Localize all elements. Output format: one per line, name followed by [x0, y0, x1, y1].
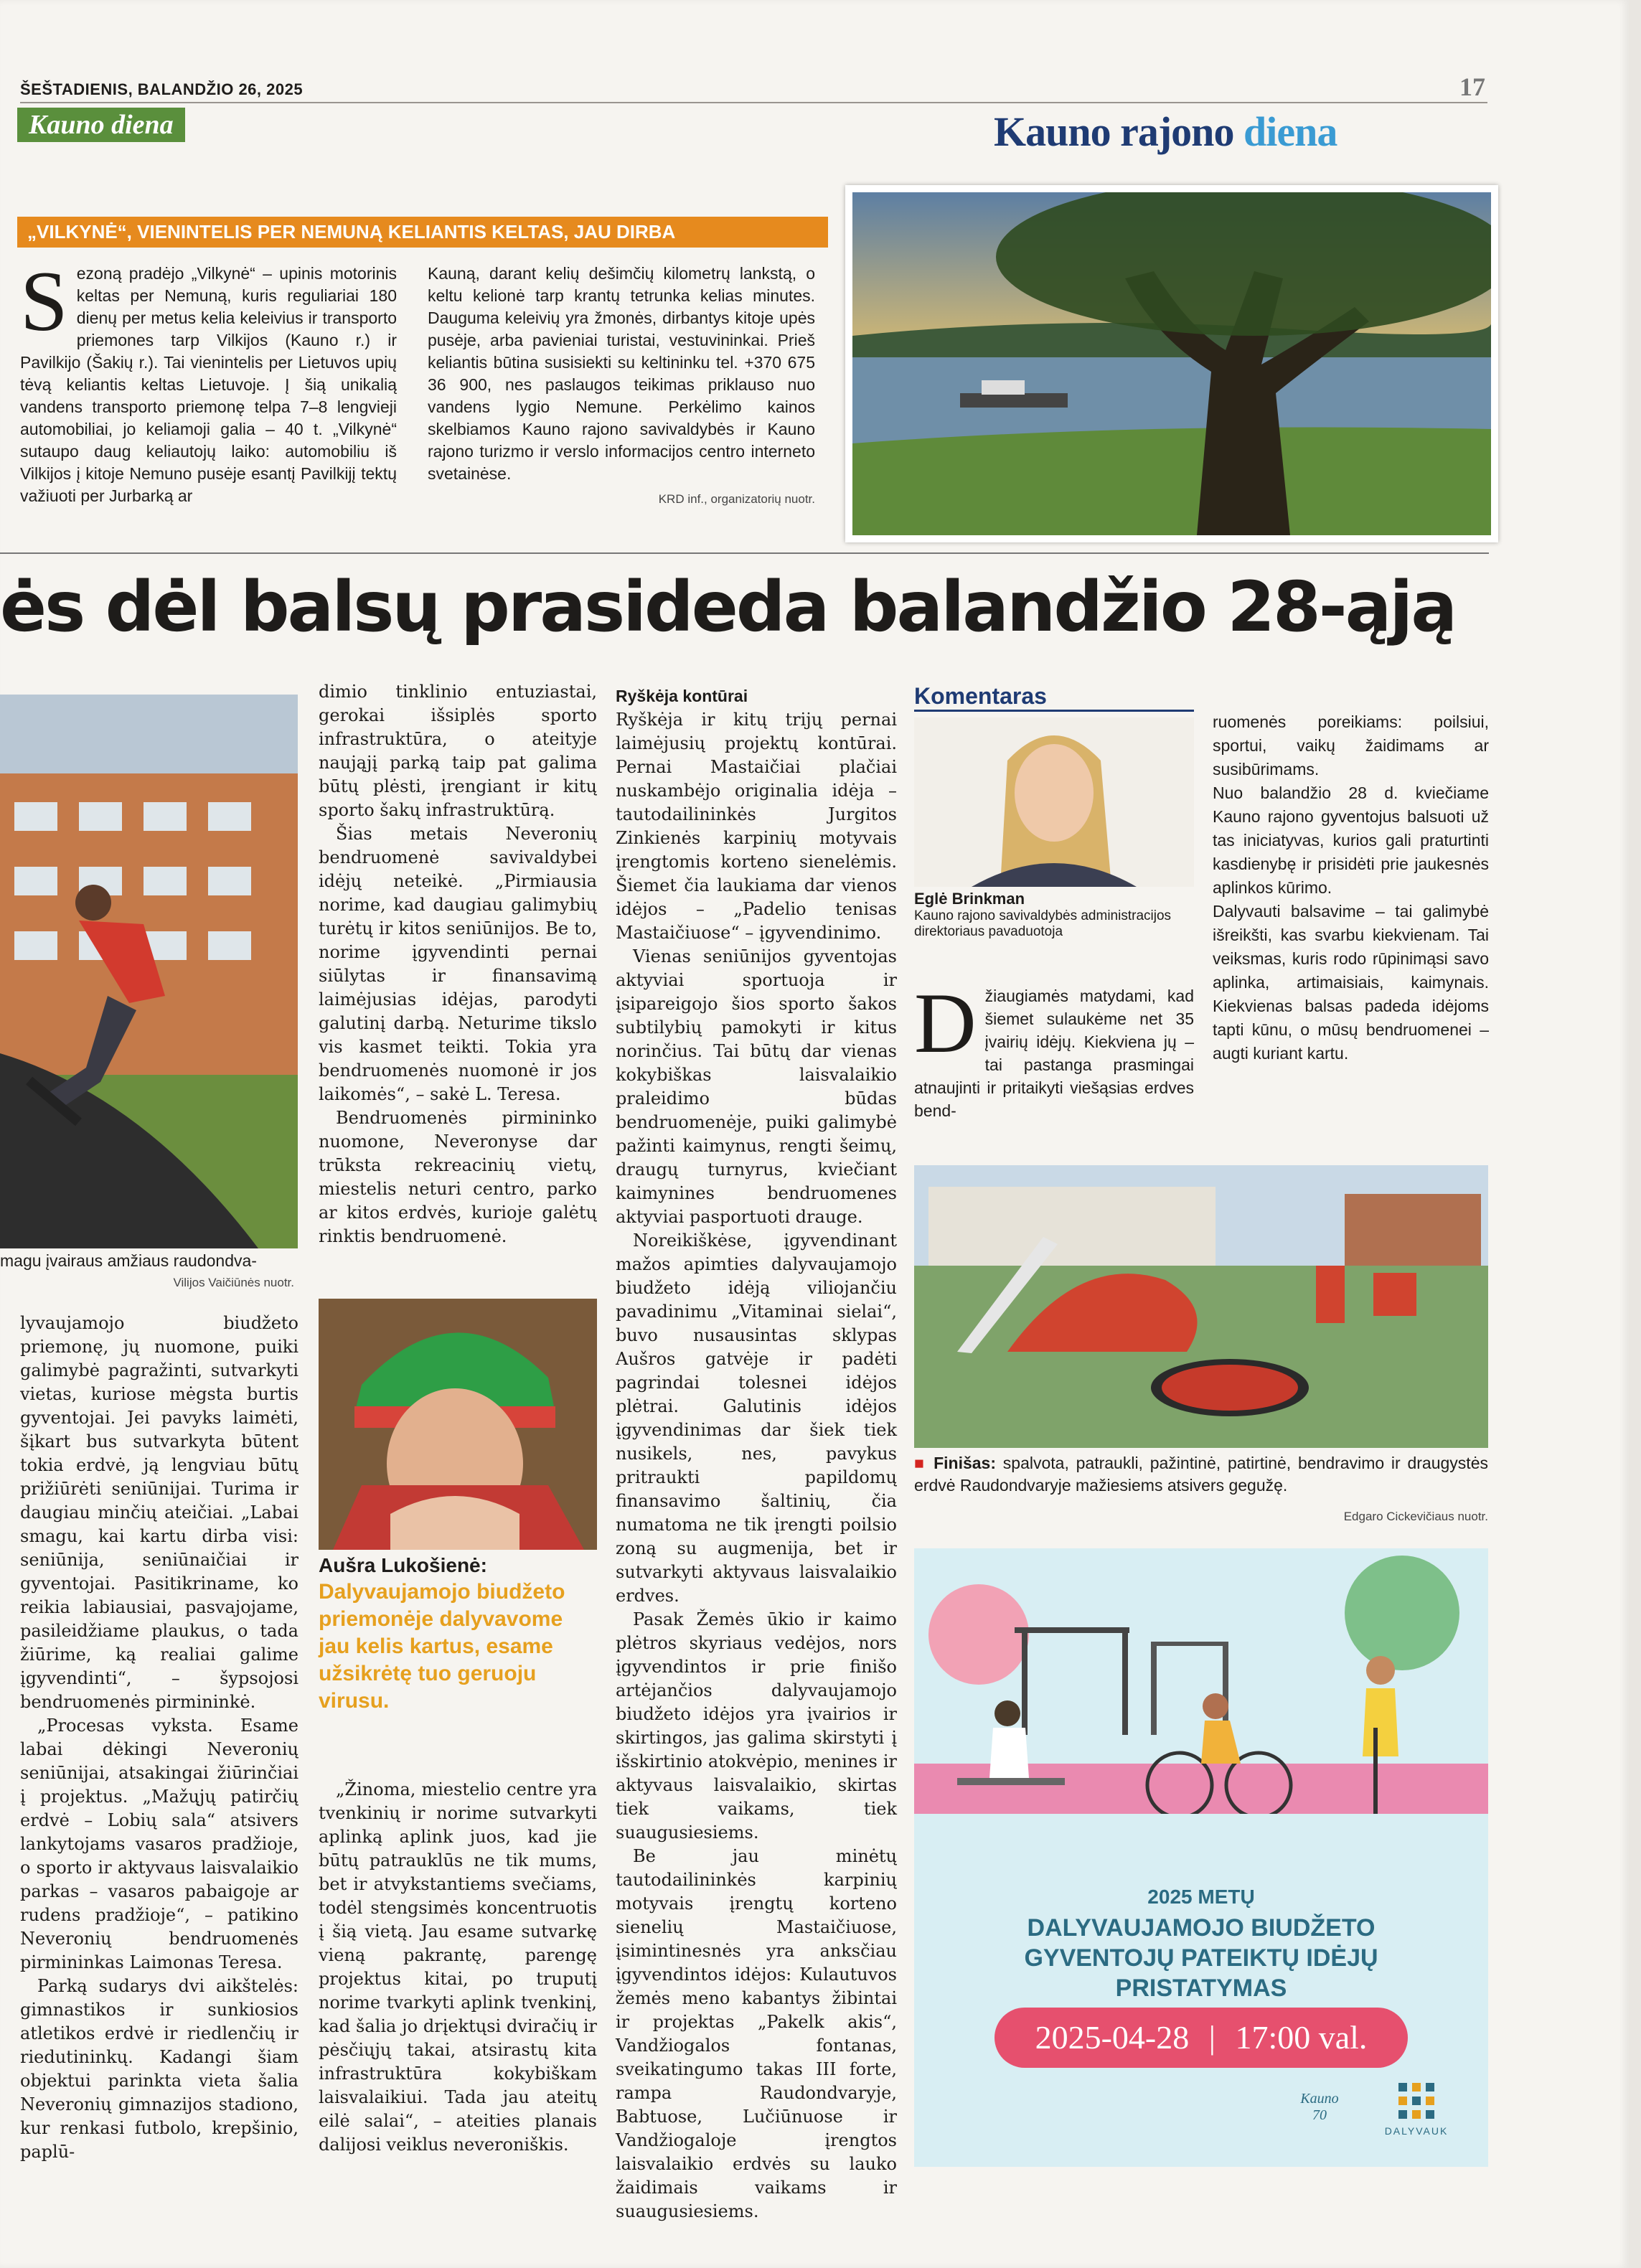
- comment-text2: ruomenės poreikiams: poilsiui, sportui, vaikų žaidimams ar susibūrimams.: [1213, 712, 1489, 778]
- comment-title: Komentaras: [914, 683, 1194, 712]
- col-c-subhead: Ryškėja kontūrai: [616, 687, 748, 705]
- brand-part1: Kauno rajono: [994, 108, 1234, 155]
- quote-text: Dalyvaujamojo biudžeto priemonėje dalyvavome jau kelis kartus, esame užsikrėtę tuo geruoju virusu.: [319, 1580, 565, 1713]
- ad-line2: DALYVAUJAMOJO BIUDŽETO: [1027, 1914, 1376, 1942]
- caption-label: Finišas:: [934, 1454, 996, 1472]
- page-number: 17: [1459, 72, 1485, 101]
- col-c-p3: Noreikiškėse, įgyvendinant mažos apimties dalyvaujamojo biudžeto idėją viliojančiu pavadinimu „Vitaminai sielai“, buvo nusausintas sklypas Aušros gatvėje ir padėti pagrindai tolesnei idėjos plėtrai. Galutinis idėjos įgyvendinimas dar šiek tiek nusikels, nes, pavykus pritraukti papildomų finansavimo šaltinių, čia numatoma ne tik įrengti poilsio zoną su augmenija, bet ir sutvarkyti aktyvaus laisvalaikio erdves.: [616, 1231, 897, 1606]
- col-a-p1: lyvaujamojo biudžeto priemonę, jų nuomone, puiki galimybė pagražinti, sutvarkyti vietas, kuriose mėgsta burtis gyventojai. Jei pavyks laimėti, šįkart bus sutvarkyta būtent tokia erdvė, ją lengviau būtų prižiūrėti seniūnijai. Turima ir daugiau minčių ateičiai. „Labai smagu, kai kartu dirba visi: seniūnija, seniūnaičiai ir gyventojai. Pasitikriname, ko reikia labiausiai, pasvajojame, pasileidžiame plaukus, o tada žiūrime, ką realiai galime įgyvendinti“, – šypsojosi bendruomenės pirmininkė.: [20, 1313, 298, 1712]
- comment-col1: [914, 975, 1194, 1122]
- header-rule: [20, 102, 1487, 103]
- ferry-credit: KRD inf., organizatorių nuotr.: [658, 492, 815, 506]
- comment-text1: žiaugiamės matydami, kad šiemet sulaukėme net 35 įvairių idėjų. Kiekviena jų – tai pastanga prasmingai atnaujinti ir pritaikyti viešąsias erdves bend-: [914, 987, 1194, 1120]
- comment-dropcap: D: [914, 975, 977, 1071]
- kaunas-logo-year: 70: [1312, 2107, 1327, 2123]
- ferry-col2: [428, 263, 815, 510]
- col-a-p3: Parką sudarys dvi aikštelės: gimnastikos ir sunkiosios atletikos erdvė ir riedlenčių ir riedutininkų. Kadangi šiam objektui parinkta vieta šalia Neveronių gimnazijos stadiono, kur renkasi futbolo, krepšinio, paplū-: [20, 1976, 298, 2162]
- dalyvauk-logo-text: DALYVAUK: [1384, 2125, 1449, 2137]
- col-a-p2: „Procesas vyksta. Esame labai dėkingi Neveronių seniūnijai, atsakingai žiūrinčiai į projektus. „Mažųjų patirčių erdvė – Lobių sala“ atsivers lankytojams vasaros pradžioje, o sporto ir aktyvaus laisvalaikio parkas – vasaros pabaigoje ar rudens pradžioje“, – patikino Neveronių bendruomenės pirmininkas Laimonas Teresa.: [20, 1716, 298, 1972]
- col-b-p3: Bendruomenės pirmininko nuomone, Neveronyse dar trūksta rekreacinių vietų, miestelis neturi centro, parko ar kitos erdvės, kurioje galėtų rinktis bendruomenė.: [319, 1108, 597, 1246]
- ferry-text2: Kauną, darant kelių dešimčių kilometrų lankstą, o keltu kelionė tarp krantų tetrunka kelias minutes. Dauguma keleivių yra žmonės, dirbantys kitoje upės pusėje, arba pavieniai turistai, vestuvininkai. Prieš keliantis būtina susisiekti su keltininku tel. +370 675 36 900, nes paslaugos teikimas priklauso nuo vandens lygio Nemune. Perkėlimo kainos skelbiamos Kauno rajono savivaldybės ir Kauno rajono turizmo ir verslo informacijos centro interneto svetainėse.: [428, 264, 815, 483]
- comment-author: [914, 890, 1194, 940]
- playground-caption: [914, 1452, 1488, 1497]
- col-b-p4: „Žinoma, miestelio centre yra tvenkinių ir norime sutvarkyti aplinką aplink juos, kad jie būtų patrauklūs ne tik mums, bet ir atvykstantiems svečiams, todėl stengsimės koncentruotis į šią vietą. Jau esame sutvarkę vieną pakrantę, parengę projektus kitai, po truputį norime tvarkyti aplink tvenkinį, kad šalia jo drįektųsi dviračių ir pėsčiųjų takai, atsirastų kita infrastruktūra kokybiškam laisvalaikiui. Tada jau ateitų eilė salai“, – ateities planais dalijosi veiklus neveroniškis.: [319, 1779, 597, 2155]
- ausra-photo: [319, 1299, 597, 1550]
- dalyvauk-logo-icon: [1391, 2079, 1442, 2122]
- col-c-p5: Be jau minėtų tautodailininkės karpinių motyvais įrengtų korteno sienelių Mastaičiuose, įsimintinesnės yra anksčiau įgyvendintos idėjos: Kulautuvos žemės meno kabantys žibintai ir projektas „Pakelk akis“, Vandžiogalos fontanas, sveikatingumo takas III forte, rampa Raudondvaryje, Babtuose, Lučiūnuose ir Vandžiogaloje įrengtos laisvalaikio erdvės su lauko žaidimais vaikams ir suaugusiesiems.: [616, 1846, 897, 2221]
- playground-photo-art: [914, 1165, 1488, 1448]
- ad-line1: 2025 METŲ: [1147, 1886, 1255, 1908]
- ferry-text1: ezoną pradėjo „Vilkynė“ – upinis motorinis keltas per Nemuną, kuris reguliariai 180 dienų per metus kelia keleivius ir transporto priemones tarp Vilkijos (Kauno r.) ir Pavilkijo (Šakių r.). Tai vienintelis per Lietuvos upių tėvą keliantis keltas Lietuvoje. Į šią unikalią vandens transporto priemonę telpa 7–8 lengvieji automobiliai, jo keliamoji galia – 40 t. „Vilkynė“ sutaupo daug keliautojų laiko: automobiliu iš Vilkijos į kitoje Nemuno pusėje esantį Pavilkijį tektų važiuoti per Jurbarką ar: [20, 264, 397, 505]
- dalyvauk-logo: [1366, 2079, 1467, 2137]
- comment-text3: Nuo balandžio 28 d. kviečiame Kauno rajono gyventojus balsuoti už tas iniciatyvas, kurios gali praturtinti kasdienybę ir prisidėti prie jaukesnės aplinkos kūrimo.: [1213, 784, 1489, 897]
- section-tag: Kauno diena: [17, 108, 185, 142]
- article-col-b: [319, 680, 597, 1248]
- ad-illustration: [914, 1548, 1488, 1893]
- ad-date-pill: [995, 2008, 1408, 2068]
- kaunas-logo: [1280, 2091, 1359, 2124]
- comment-name: Eglė Brinkman: [914, 890, 1025, 908]
- ad-date: 2025-04-28: [1035, 2019, 1190, 2056]
- egle-photo: [914, 717, 1194, 887]
- skatepark-photo-art: [0, 695, 298, 1248]
- ausra-photo-art: [319, 1299, 597, 1550]
- article-col-b-cont: [319, 1778, 597, 2157]
- col-b-p1: dimio tinklinio entuziastai, gerokai išsiplės sporto infrastruktūra, o ateityje naująjį parką taip pat galima būtų plėsti, įrengiant ir kitų sporto šakų infrastruktūrą.: [319, 682, 597, 820]
- ad-line4: PRISTATYMAS: [1115, 1975, 1287, 2002]
- col-c-p4: Pasak Žemės ūkio ir kaimo plėtros skyriaus vedėjos, nors įgyvendintos ir prie finišo artėjančios dalyvaujamojo biudžeto idėjos yra įvairios ir skirtingos, jas galima skirstyti į išskirtinio atokvėpio, menines ir aktyvaus laisvalaikio, skirtas tiek vaikams, tiek suaugusiesiems.: [616, 1609, 897, 1843]
- ferry-photo: [845, 185, 1498, 542]
- col-b-p2: Šias metais Neveronių bendruomenė savivaldybei idėjų neteikė. „Pirmiausia norime, kad daugiau galimybių turėtų ir kitos seniūnijos. Be to, norime įgyvendinti pernai siūlytas ir finansavimą laimėjusias idėjas, parodyti galutinį darbą. Neturime tikslo vis kasmet teikti. Tokia yra bendruomenės nuomonė ir jos laikomės“, – sakė L. Teresa.: [319, 824, 597, 1104]
- ferry-col1: [20, 253, 397, 507]
- playground-credit: Edgaro Cickevičiaus nuotr.: [1343, 1510, 1488, 1523]
- ferry-dropcap: S: [20, 253, 68, 349]
- skatepark-credit: Vilijos Vaičiūnės nuotr.: [173, 1276, 294, 1289]
- quote-name: Aušra Lukošienė:: [319, 1554, 487, 1576]
- comment-role: Kauno rajono savivaldybės administracijos direktoriaus pavaduotoja: [914, 908, 1172, 939]
- playground-photo: [914, 1165, 1488, 1448]
- caption-bullet: ■: [914, 1454, 934, 1472]
- main-headline: ės dėl balsų prasideda balandžio 28-ąją: [0, 567, 1456, 647]
- kaunas-logo-text: Kauno: [1300, 2091, 1339, 2107]
- egle-photo-art: [914, 717, 1194, 887]
- ad-divider: |: [1208, 2019, 1216, 2056]
- ferry-kicker: „VILKYNĖ“, VIENINTELIS PER NEMUNĄ KELIANTIS KELTAS, JAU DIRBA: [17, 217, 828, 248]
- comment-text4: Dalyvauti balsavime – tai galimybė išreikšti, kas svarbu kiekvienam. Tai veiksmas, kuris rodo rūpinimąsi savo aplinka, artimaisiais, kaimynais. Kiekvienas balsas padeda idėjoms tapti kūnu, o mūsų bendruomenei – augti kuriant kartu.: [1213, 902, 1489, 1063]
- story-divider: [0, 552, 1489, 554]
- ferry-photo-art: [852, 192, 1491, 535]
- skatepark-photo: [0, 695, 298, 1248]
- article-col-a: [20, 1312, 298, 2164]
- caption-text: spalvota, patraukli, pažintinė, patirtinė, bendravimo ir draugystės erdvė Raudondvaryje mažiesiems atsivers gegužę.: [914, 1454, 1488, 1495]
- comment-col2: [1213, 710, 1489, 1065]
- budget-ad: [914, 1548, 1488, 2167]
- col-c-p2: Vienas seniūnijos gyventojas aktyviai sportuoja ir įsipareigojo šios sporto šakos subtilybių pamokyti ir kitus norinčius. Tai būtų dar vienas kokybiškas laisvalaikio praleidimo būdas bendruomenėje, puiki galimybė pažinti kaimynus, rengti šeimų, draugų turnyrus, kviečiant kaimynines bendruomenes aktyviai pasportuoti drauge.: [616, 946, 897, 1227]
- brand-part2: diena: [1243, 108, 1337, 155]
- article-col-c: [616, 684, 897, 2224]
- ad-line3: GYVENTOJŲ PATEIKTŲ IDĖJŲ: [1024, 1944, 1378, 1972]
- section-brand: [994, 108, 1337, 156]
- issue-date: ŠEŠTADIENIS, BALANDŽIO 26, 2025: [20, 80, 304, 98]
- ad-time: 17:00 val.: [1235, 2019, 1368, 2056]
- col-c-p1: Ryškėja ir kitų trijų pernai laimėjusių projektų kontūrai. Pernai Mastaičiai plačiai nuskambėjo originalia idėja – tautodailininkės Jurgitos Zinkienės karpinių motyvais įrengtomis korteno sienelėmis. Šiemet čia laukiama dar vienos idėjos – „Padelio tenisas Mastaičiuose“ – įgyvendinimo.: [616, 710, 897, 943]
- skatepark-caption: magu įvairaus amžiaus raudondva-: [0, 1251, 257, 1270]
